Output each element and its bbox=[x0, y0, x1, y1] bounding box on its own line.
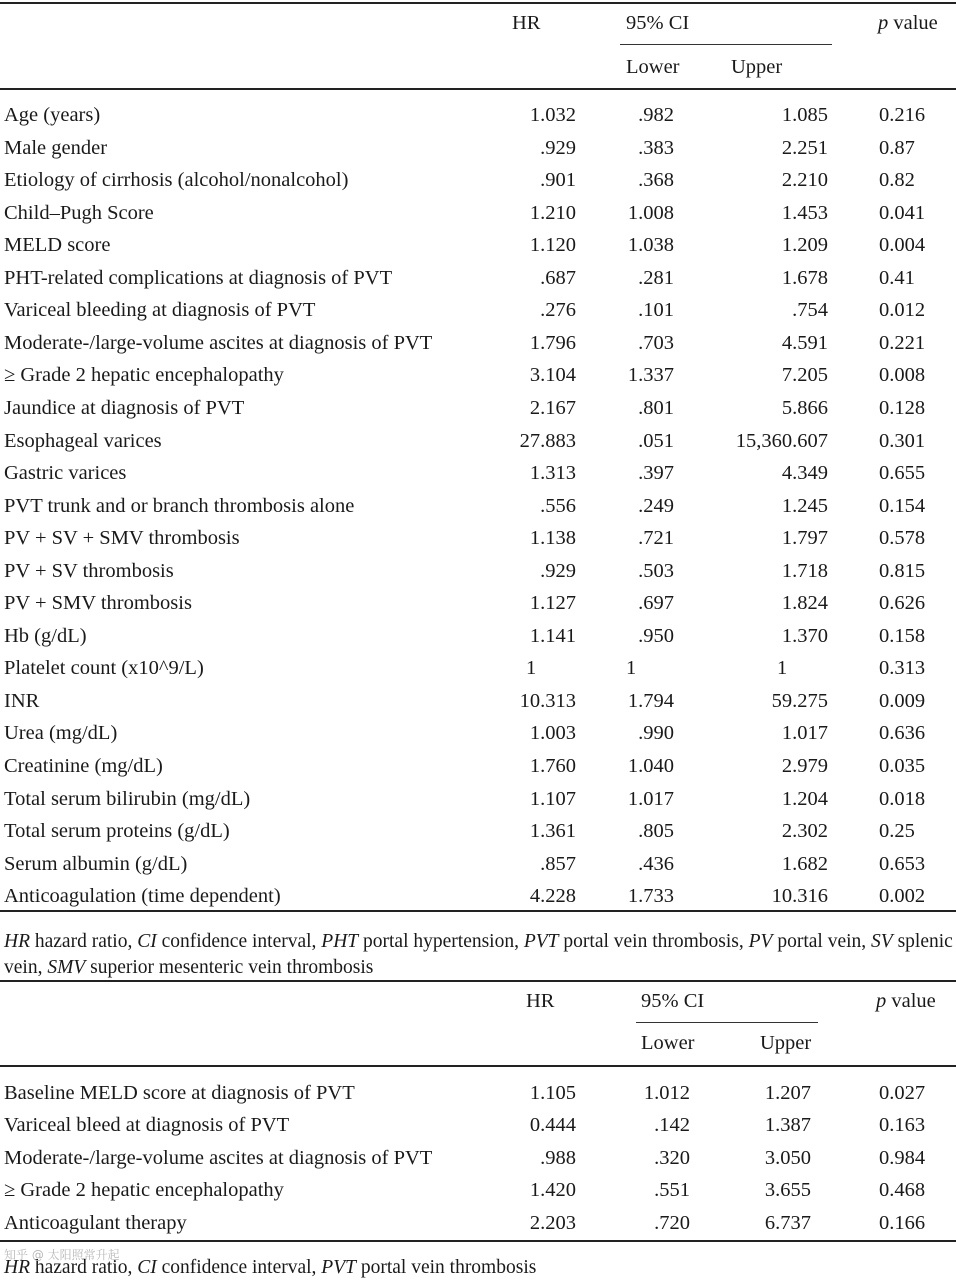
cell-upper: 2.251 bbox=[781, 136, 828, 159]
footnote-abbr: CI bbox=[137, 1257, 157, 1278]
cell-hr: 2.167 bbox=[529, 396, 576, 419]
footnote-abbr: HR bbox=[4, 1257, 30, 1278]
table-2-top-rule bbox=[0, 980, 956, 982]
cell-lower: .950 bbox=[638, 624, 674, 647]
cell-lower: 1.040 bbox=[627, 755, 674, 777]
cell-lower: 1.008 bbox=[627, 201, 674, 224]
cell-upper: 1.245 bbox=[781, 494, 828, 517]
cell-lower: .397 bbox=[638, 462, 674, 485]
row-label: Total serum bilirubin (mg/dL) bbox=[4, 787, 251, 810]
table-1-header-ci: 95% CI bbox=[626, 12, 690, 34]
cell-p: 0.41 bbox=[879, 266, 915, 289]
row-label: Anticoagulation (time dependent) bbox=[4, 885, 281, 908]
row-label: Urea (mg/dL) bbox=[4, 722, 118, 745]
cell-lower: .801 bbox=[638, 396, 674, 419]
footnote-text: confidence interval, bbox=[156, 931, 322, 952]
cell-p: 0.626 bbox=[879, 592, 926, 615]
cell-p: 0.041 bbox=[879, 201, 926, 224]
row-label: ≥ Grade 2 hepatic encephalopathy bbox=[4, 1179, 284, 1202]
row-label: Variceal bleed at diagnosis of PVT bbox=[4, 1114, 290, 1137]
cell-p: 0.87 bbox=[879, 136, 915, 159]
cell-lower: .383 bbox=[638, 136, 674, 159]
cell-hr: 1.313 bbox=[529, 462, 576, 485]
row-label: Gastric varices bbox=[4, 462, 127, 485]
cell-hr: .988 bbox=[540, 1146, 576, 1169]
cell-hr: .929 bbox=[540, 559, 576, 582]
cell-hr: 1.420 bbox=[529, 1179, 576, 1202]
cell-p: 0.158 bbox=[879, 624, 926, 647]
cell-upper: 2.979 bbox=[781, 755, 828, 777]
table-2-header-ci: 95% CI bbox=[641, 990, 705, 1012]
table-2-bottom-rule bbox=[0, 1240, 956, 1242]
row-label: Serum albumin (g/dL) bbox=[4, 852, 188, 875]
cell-hr: 1.105 bbox=[529, 1082, 576, 1104]
row-label: PV + SV + SMV thrombosis bbox=[4, 527, 240, 550]
cell-p: 0.035 bbox=[879, 755, 926, 777]
table-1-header-upper: Upper bbox=[731, 56, 783, 78]
cell-hr: 1.760 bbox=[529, 755, 576, 777]
cell-upper: 10.316 bbox=[771, 885, 828, 908]
cell-p: 0.128 bbox=[879, 396, 926, 419]
footnote-abbr: PVT bbox=[321, 1257, 356, 1278]
cell-lower: 1.017 bbox=[627, 787, 674, 810]
cell-p: 0.82 bbox=[879, 169, 915, 192]
table-1-header-lower: Lower bbox=[626, 56, 680, 78]
table-1-header-p-italic: p bbox=[878, 12, 889, 34]
row-label: MELD score bbox=[4, 234, 111, 257]
cell-lower: .249 bbox=[638, 494, 674, 517]
cell-hr: 1.120 bbox=[529, 234, 576, 257]
cell-hr: 3.104 bbox=[529, 364, 576, 387]
cell-p: 0.636 bbox=[879, 722, 926, 745]
cell-upper: 6.737 bbox=[764, 1211, 811, 1234]
footnote-text: portal hypertension, bbox=[358, 931, 524, 952]
row-label: Variceal bleeding at diagnosis of PVT bbox=[4, 299, 316, 322]
row-label: Moderate-/large-volume ascites at diagnosis of PVT bbox=[4, 1146, 433, 1169]
cell-upper: .754 bbox=[792, 299, 828, 322]
footnote-text: portal vein thrombosis bbox=[355, 1257, 537, 1278]
cell-p: 0.154 bbox=[879, 494, 926, 517]
cell-upper: 1.207 bbox=[764, 1082, 811, 1104]
cell-upper: 1.204 bbox=[781, 787, 828, 810]
footnote-text: hazard ratio, bbox=[30, 931, 138, 952]
row-label: Creatinine (mg/dL) bbox=[4, 755, 163, 777]
cell-lower: 1.794 bbox=[627, 689, 674, 712]
footnote-text: hazard ratio, bbox=[30, 1257, 138, 1278]
cell-lower: .720 bbox=[654, 1211, 690, 1234]
table-1-bottom-rule bbox=[0, 910, 956, 912]
cell-p: 0.004 bbox=[879, 234, 926, 257]
row-label: INR bbox=[4, 689, 40, 712]
row-label: PVT trunk and or branch thrombosis alone bbox=[4, 494, 355, 517]
row-label: ≥ Grade 2 hepatic encephalopathy bbox=[4, 364, 284, 387]
row-label: Age (years) bbox=[4, 104, 101, 126]
cell-lower: .101 bbox=[638, 299, 674, 322]
cell-upper: 5.866 bbox=[781, 396, 828, 419]
cell-upper: 1.387 bbox=[764, 1114, 811, 1137]
row-label: Moderate-/large-volume ascites at diagnosis of PVT bbox=[4, 331, 433, 354]
row-label: Etiology of cirrhosis (alcohol/nonalcohol) bbox=[4, 169, 349, 192]
table-2-header-p bbox=[876, 989, 936, 1013]
cell-lower: .436 bbox=[638, 852, 674, 875]
cell-lower: 1 bbox=[626, 657, 637, 680]
cell-p: 0.815 bbox=[879, 559, 926, 582]
cell-upper: 1 bbox=[777, 657, 788, 680]
row-label: PV + SV thrombosis bbox=[4, 559, 174, 582]
cell-upper: 1.453 bbox=[781, 201, 828, 224]
row-label: Baseline MELD score at diagnosis of PVT bbox=[4, 1082, 355, 1104]
cell-lower: .805 bbox=[638, 820, 674, 843]
row-label: Male gender bbox=[4, 136, 108, 159]
row-label: Jaundice at diagnosis of PVT bbox=[4, 396, 245, 419]
cell-p: 0.25 bbox=[879, 820, 915, 843]
row-label: Child–Pugh Score bbox=[4, 201, 154, 224]
footnote-abbr: PV bbox=[748, 931, 773, 952]
cell-upper: 15,360.607 bbox=[735, 429, 828, 452]
cell-upper: 2.302 bbox=[781, 820, 828, 843]
cell-p: 0.166 bbox=[879, 1211, 926, 1234]
cell-upper: 1.682 bbox=[781, 852, 828, 875]
cell-upper: 1.209 bbox=[781, 234, 828, 257]
cell-upper: 59.275 bbox=[771, 689, 828, 712]
cell-hr: 1.138 bbox=[529, 527, 576, 550]
footnote-text: confidence interval, bbox=[156, 1257, 322, 1278]
cell-p: 0.313 bbox=[879, 657, 926, 680]
table-1-footnote bbox=[4, 929, 954, 981]
cell-hr: .857 bbox=[540, 852, 576, 875]
cell-hr: 1.107 bbox=[529, 787, 576, 810]
cell-lower: .990 bbox=[638, 722, 674, 745]
table-1-top-rule bbox=[0, 2, 956, 4]
cell-hr: 1.796 bbox=[529, 331, 576, 354]
table-2-header-p-italic: p bbox=[876, 990, 887, 1012]
cell-p: 0.012 bbox=[879, 299, 926, 322]
row-label: PV + SMV thrombosis bbox=[4, 592, 192, 615]
cell-upper: 1.824 bbox=[781, 592, 828, 615]
cell-upper: 2.210 bbox=[781, 169, 828, 192]
cell-upper: 3.655 bbox=[764, 1179, 811, 1202]
table-2-header-p-rest: value bbox=[886, 990, 936, 1012]
cell-hr: .556 bbox=[540, 494, 576, 517]
row-label: PHT-related complications at diagnosis of PVT bbox=[4, 266, 393, 289]
row-label: Total serum proteins (g/dL) bbox=[4, 820, 230, 843]
cell-hr: 1.141 bbox=[529, 624, 576, 647]
cell-lower: .142 bbox=[654, 1114, 690, 1137]
watermark: 知乎 @ 太阳照常升起 bbox=[4, 1248, 120, 1262]
cell-p: 0.009 bbox=[879, 689, 926, 712]
table-1-header-p-rest: value bbox=[888, 12, 938, 34]
cell-lower: .051 bbox=[638, 429, 674, 452]
cell-hr: 1 bbox=[526, 657, 537, 680]
cell-p: 0.018 bbox=[879, 787, 926, 810]
cell-upper: 3.050 bbox=[764, 1146, 811, 1169]
cell-lower: 1.012 bbox=[643, 1082, 690, 1104]
table-1-header-rule bbox=[0, 88, 956, 90]
cell-hr: 0.444 bbox=[529, 1114, 576, 1137]
cell-hr: 27.883 bbox=[519, 429, 576, 452]
cell-upper: 1.017 bbox=[781, 722, 828, 745]
footnote-text: portal vein, bbox=[772, 931, 872, 952]
table-1-header-hr: HR bbox=[512, 12, 541, 34]
cell-p: 0.216 bbox=[879, 104, 926, 126]
cell-hr: 10.313 bbox=[519, 689, 576, 712]
cell-hr: 1.361 bbox=[529, 820, 576, 843]
cell-upper: 1.678 bbox=[781, 266, 828, 289]
row-label: Esophageal varices bbox=[4, 429, 162, 452]
cell-lower: .697 bbox=[638, 592, 674, 615]
row-label: Hb (g/dL) bbox=[4, 624, 87, 647]
footnote-abbr: HR bbox=[4, 931, 30, 952]
cell-hr: .276 bbox=[540, 299, 576, 322]
cell-upper: 4.349 bbox=[781, 462, 828, 485]
cell-p: 0.655 bbox=[879, 462, 926, 485]
footnote-text: splenic vein, bbox=[4, 931, 953, 978]
cell-lower: 1.038 bbox=[627, 234, 674, 257]
table-2-ci-rule bbox=[636, 1022, 818, 1023]
cell-hr: 1.003 bbox=[529, 722, 576, 745]
cell-upper: 1.085 bbox=[781, 104, 828, 126]
table-2-footnote bbox=[4, 1255, 954, 1281]
table-1-ci-rule bbox=[620, 44, 832, 45]
cell-hr: 4.228 bbox=[529, 885, 576, 908]
cell-upper: 1.370 bbox=[781, 624, 828, 647]
cell-p: 0.221 bbox=[879, 331, 926, 354]
cell-lower: .982 bbox=[638, 104, 674, 126]
cell-lower: .721 bbox=[638, 527, 674, 550]
cell-upper: 1.718 bbox=[781, 559, 828, 582]
cell-hr: .687 bbox=[540, 266, 576, 289]
cell-upper: 7.205 bbox=[781, 364, 828, 387]
cell-lower: .320 bbox=[654, 1146, 690, 1169]
cell-p: 0.468 bbox=[879, 1179, 926, 1202]
cell-hr: 2.203 bbox=[529, 1211, 576, 1234]
cell-lower: .703 bbox=[638, 331, 674, 354]
table-2-header-rule bbox=[0, 1065, 956, 1067]
footnote-abbr: CI bbox=[137, 931, 157, 952]
cell-p: 0.578 bbox=[879, 527, 926, 550]
cell-upper: 4.591 bbox=[781, 331, 828, 354]
cell-hr: 1.210 bbox=[529, 201, 576, 224]
cell-p: 0.002 bbox=[879, 885, 926, 908]
row-label: Anticoagulant therapy bbox=[4, 1211, 187, 1234]
table-2-header-upper: Upper bbox=[760, 1032, 812, 1054]
cell-p: 0.163 bbox=[879, 1114, 926, 1137]
table-2-header-lower: Lower bbox=[641, 1032, 695, 1054]
footnote-abbr: PVT bbox=[523, 931, 559, 952]
cell-p: 0.984 bbox=[879, 1146, 926, 1169]
cell-lower: .551 bbox=[654, 1179, 690, 1202]
cell-lower: 1.337 bbox=[627, 364, 674, 387]
cell-p: 0.027 bbox=[879, 1082, 926, 1104]
cell-p: 0.008 bbox=[879, 364, 926, 387]
cell-lower: .368 bbox=[638, 169, 674, 192]
table-2-header-hr: HR bbox=[526, 990, 555, 1012]
cell-lower: 1.733 bbox=[627, 885, 674, 908]
table-1-header-p bbox=[878, 11, 938, 35]
footnote-abbr: PHT bbox=[321, 931, 359, 952]
cell-p: 0.653 bbox=[879, 852, 926, 875]
cell-hr: .901 bbox=[540, 169, 576, 192]
cell-lower: .503 bbox=[638, 559, 674, 582]
footnote-text: portal vein thrombosis, bbox=[558, 931, 749, 952]
footnote-text: superior mesenteric vein thrombosis bbox=[85, 957, 374, 978]
cell-hr: .929 bbox=[540, 136, 576, 159]
cell-hr: 1.032 bbox=[529, 104, 576, 126]
footnote-abbr: SV bbox=[871, 931, 893, 952]
cell-p: 0.301 bbox=[879, 429, 926, 452]
row-label: Platelet count (x10^9/L) bbox=[4, 657, 204, 680]
cell-upper: 1.797 bbox=[781, 527, 828, 550]
cell-hr: 1.127 bbox=[529, 592, 576, 615]
cell-lower: .281 bbox=[638, 266, 674, 289]
footnote-abbr: SMV bbox=[47, 957, 86, 978]
